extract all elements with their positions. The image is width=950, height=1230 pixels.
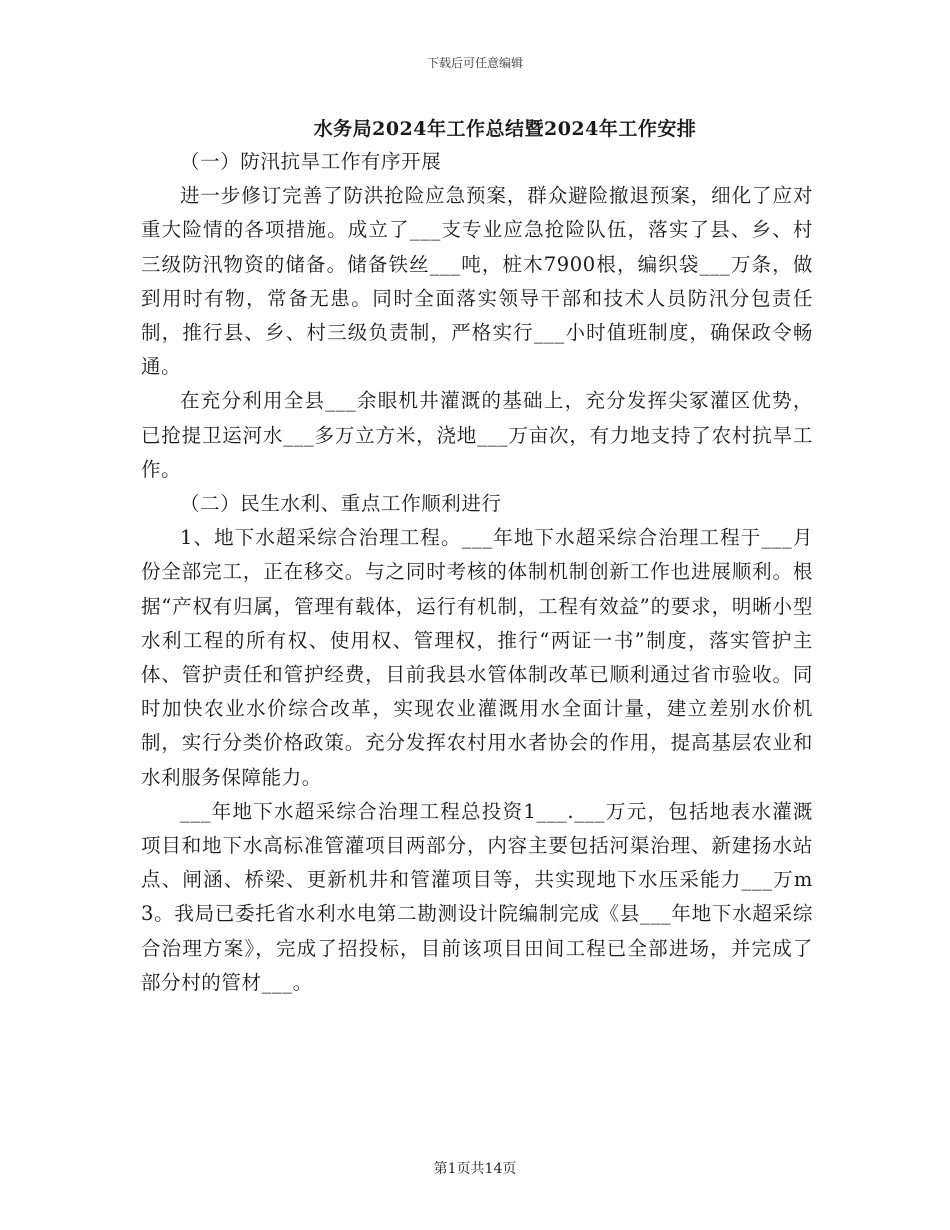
paragraph-groundwater-project: 1、地下水超采综合治理工程。___年地下水超采综合治理工程于___月份全部完工，正在移交。与之同时考核的体制机制创新工作也进展顺利。根据“产权有归属，管理有载体，运行有机制，工程有效益”的要求，明晰小型水利工程的所有权、使用权、管理权，推行“两证一书”制度，落实管护主体、管护责任和管护经费，目前我县水管体制改革已顺利通过省市验收。同时加快农业水价综合改革，实现农业灌溉用水全面计量，建立差别水价机制，实行分类价格政策。充分发挥农村用水者协会的作用，提高基层农业和水利服务保障能力。	[141, 526, 813, 789]
page-number: 第1页共14页	[433, 1161, 517, 1177]
document-title: 水务局2024年工作总结暨2024年工作安排	[313, 118, 697, 140]
document-body	[141, 145, 813, 1000]
paragraph-flood-plans: 进一步修订完善了防洪抢险应急预案，群众避险撤退预案，细化了应对重大险情的各项措施。成立了___支专业应急抢险队伍，落实了县、乡、村三级防汛物资的储备。储备铁丝___吨，桩木7900根，编织袋___万条，做到用时有物，常备无患。同时全面落实领导干部和技术人员防汛分包责任制，推行县、乡、村三级负责制，严格实行___小时值班制度，确保政令畅通。	[141, 184, 813, 379]
header-note: 下载后可任意编辑	[426, 56, 523, 70]
section-heading-livelihood-water: （二）民生水利、重点工作顺利进行	[180, 492, 502, 516]
paragraph-groundwater-investment: ___年地下水超采综合治理工程总投资1___.___万元，包括地表水灌溉项目和地下水高标准管灌项目两部分，内容主要包括河渠治理、新建扬水站点、闸涵、桥梁、更新机井和管灌项目等，共实现地下水压采能力___万m3。我局已委托省水利水电第二勘测设计院编制完成《县___年地下水超采综合治理方案》，完成了招投标，目前该项目田间工程已全部进场，并完成了部分村的管材___。	[141, 799, 813, 994]
paragraph-drought-relief: 在充分利用全县___余眼机井灌溉的基础上，充分发挥尖冢灌区优势，已抢提卫运河水___多万立方米，浇地___万亩次，有力地支持了农村抗旱工作。	[141, 389, 813, 481]
section-heading-flood-control: （一）防汛抗旱工作有序开展	[180, 150, 442, 173]
